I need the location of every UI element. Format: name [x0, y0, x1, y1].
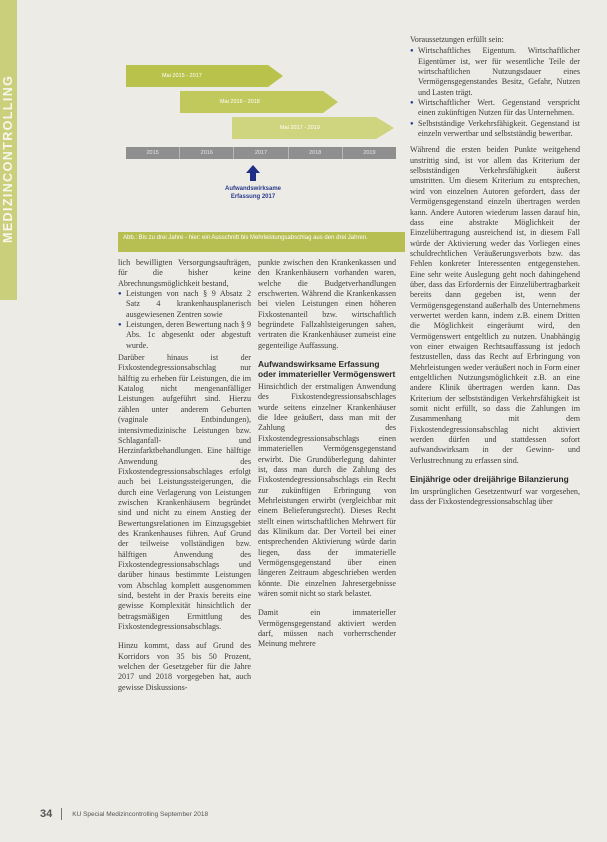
- paragraph: Voraussetzungen erfüllt sein:: [410, 35, 504, 44]
- list-item: ● Wirtschaftlicher Wert. Gegenstand verspricht einen zukünftigen Nutzen für das Unternehmen.: [410, 98, 580, 119]
- list-item: ● Leistungen von nach § 9 Absatz 2 Satz 4 krankenhausplanerisch ausgewiesenen Zentren sowie: [118, 289, 251, 320]
- text-column-3: [410, 35, 580, 508]
- timeline-year: 2018: [289, 147, 343, 159]
- section-heading: Einjährige oder dreijährige Bilanzierung: [410, 474, 569, 485]
- footer-divider: [61, 808, 62, 820]
- list-item: ● Selbstständige Verkehrsfähigkeit. Gegenstand ist einzeln verwertbar und selbstständig bewertbar.: [410, 119, 580, 140]
- figure-callout-line-1: Aufwandswirksame: [224, 186, 282, 192]
- arrow-up-icon: [246, 165, 260, 181]
- timeline-figure: [118, 35, 408, 245]
- paragraph: Während die ersten beiden Punkte weitgehend unstrittig sind, ist vor allem das Kriterium der selbstständigen Verkehrsfähigkeit äußerst umstritten. Um diesem Kriterium zu entsprechen, wird von einzelnen Autoren gefordert, dass der Vermögensgegenstand einzeln übertragen werden kann. Andere Autoren wiederum lassen darauf hin, dass eine abstrakte Möglichkeit der Einzelübertragung ausreichend ist, in diesem Fall würde der Aktivierung weder das Vorliegen eines schuldrechtlichen Veräußerungsverbots bzw. das Fehlen konkreter Interessenten entgegenstehen. Eine sehr weite Auslegung geht noch dahingehend über, dass das Erfordernis der Einzelübertragbarkeit bereits dann gegeben ist, wenn der Vermögensgegenstand außerhalb des Unternehmens verwertet werden kann, indem z.B. einem Dritten die Möglichkeit eingeräumt wird, den Vermögenswert entgeltlich zu nutzen. Unabhängig von einer etwaigen Rechtsauffassung ist jedoch festzustellen, dass das Recht auf Erbringung von Mehrleistungen weder veräußert noch in Form einer entgeltlichen Nutzungsmöglichkeit z.B. an eine andere Klinik übertragen werden kann. Das Kriterium der selbstständigen Verkehrsfähigkeit ist somit nicht erfüllt, so dass die Zahlungen im Zusammenhang mit dem Fixkostendegressionsabschlag nicht aktiviert werden dürfen und stattdessen sofort aufwandswirksam in der Gewinn- und Verlustrechnung zu erfassen sind.: [410, 145, 580, 465]
- period-arrow-3-label: Mai 2017 - 2019: [280, 125, 320, 131]
- page-footer: [40, 806, 208, 822]
- paragraph: lich bewilligten Versorgungsaufträgen, für die bisher keine Abrechnungsmöglichkeit bestand,: [118, 258, 251, 288]
- figure-arrows: [118, 35, 408, 245]
- text-column-2: [258, 258, 396, 650]
- figure-callout: [213, 185, 293, 201]
- timeline-year: 2019: [343, 147, 396, 159]
- period-arrow-1-label: Mai 2015 - 2017: [162, 73, 202, 79]
- text-column-1: [118, 258, 251, 693]
- period-arrow-1: [126, 65, 283, 87]
- paragraph: Hinzu kommt, dass auf Grund des Korridors von 35 bis 50 Prozent, welchen der Gesetzgeber für die Jahre 2017 und 2018 vorgegeben hat, auch gewisse Diskussions-: [118, 641, 251, 692]
- paragraph: Damit ein immaterieller Vermögensgegenstand aktiviert werden darf, müssen nach vorherrschender Meinung mehrere: [258, 608, 396, 649]
- timeline-year: 2015: [126, 147, 180, 159]
- figure-caption: Abb.: Bis zu drei Jahre - hier: ein Ausschnitt bis Mehrleistungsabschlag aus den drei Jahren.: [118, 232, 405, 252]
- section-heading: Aufwandswirksame Erfassung oder immaterieller Vermögenswert: [258, 359, 396, 380]
- page-number: 34: [40, 808, 53, 820]
- list-item: ● Wirtschaftliches Eigentum. Wirtschaftlicher Eigentümer ist, wer für wesentliche Teile der wirtschaftlichen Nutzungsdauer eines Vermögensgegenstandes Besitz, Gefahr, Nutzen und Lasten trägt.: [410, 46, 580, 98]
- publication-info: KU Special Medizincontrolling September 2018: [72, 810, 209, 818]
- list-item: ● Leistungen, deren Bewertung nach § 9 Abs. 1c abgesenkt oder abgestuft wurde.: [118, 320, 251, 351]
- timeline-axis: [126, 147, 396, 159]
- period-arrow-2-label: Mai 2016 - 2018: [220, 99, 260, 105]
- bullet-list: [410, 46, 580, 139]
- section-label: MEDIZINCONTROLLING: [1, 74, 15, 244]
- paragraph: punkte zwischen den Krankenkassen und den Krankenhäusern vorhanden waren, welche die Budgetverhandlungen erschwerten. Während die Krankenkassen bei vielen Leistungen einen höheren Fixkostenanteil bzw. wirtschaftlich begründete Fallzahlsteigerungen sahen, vertraten die Krankenhäuser zumeist eine gegenteilige Auffassung.: [258, 258, 396, 350]
- figure-callout-line-2: Erfassung 2017: [230, 194, 276, 200]
- timeline-year: 2016: [180, 147, 234, 159]
- paragraph: Darüber hinaus ist der Fixkostendegressionsabschlag nur hälftig zu erheben für Leistungen, die im Katalog nicht mengenanfälliger Leistungen aufgeführt sind. Hierzu zählen unter anderem Geburten (vaginale Entbindungen), intensivmedizinische Leistungen bzw. Schlaganfall- und Herzinfarktbehandlungen. Eine hälftige Anwendung des Fixkostendegressionsabschlages erfolgt auch bei Leistungssteigerungen, die durch eine Verlagerung von Leistungen zwischen Krankenhäusern begründet sind und nicht zu einem Anstieg der Bewertungsrelationen im Einzugsgebiet des Krankenhauses führen. Auf Grund der teilweise vollständigen bzw. hälftigen Anwendung des Fixkostendegressionsabschlags und darüber hinaus bestimmte Leistungen vom Abschlag komplett ausgenommen sind, besteht in der Praxis bereits eine gewisse Komplexität hinsichtlich der betragsmäßigen Ermittlung des Fixkostendegressionsabschlags.: [118, 353, 251, 632]
- timeline-year: 2017: [234, 147, 288, 159]
- paragraph: Hinsichtlich der erstmaligen Anwendung des Fixkostendegressionsabschlages wurde seitens einzelner Krankenhäuser die Idee geäußert, dass man mit der Zahlung des Fixkostendegressionsabschlags einen immateriellen Vermögensgegenstand erwirbt. Die Grundüberlegung dahinter ist, dass man durch die Zahlung des Fixkostendegressionsabschlags ein Recht zur zukünftigen Erbringung von Mehrleistungen erwirbt (vergleichbar mit einem Belieferungsrecht). Dieses Recht stellt einen wirtschaftlichen Mehrwert für das Klinikum dar. Der Vorteil bei einer entsprechenden Aktivierung würde darin liegen, dass der immaterielle Vermögensgegenstand über einen längeren Zeitraum abgeschrieben werden könnte. Die einzelnen Jahresergebnisse wären somit nicht so stark belastet.: [258, 382, 396, 598]
- bullet-list: [118, 289, 251, 351]
- paragraph: Im ursprünglichen Gesetzentwurf war vorgesehen, dass der Fixkostendegressionsabschlag über: [410, 487, 580, 507]
